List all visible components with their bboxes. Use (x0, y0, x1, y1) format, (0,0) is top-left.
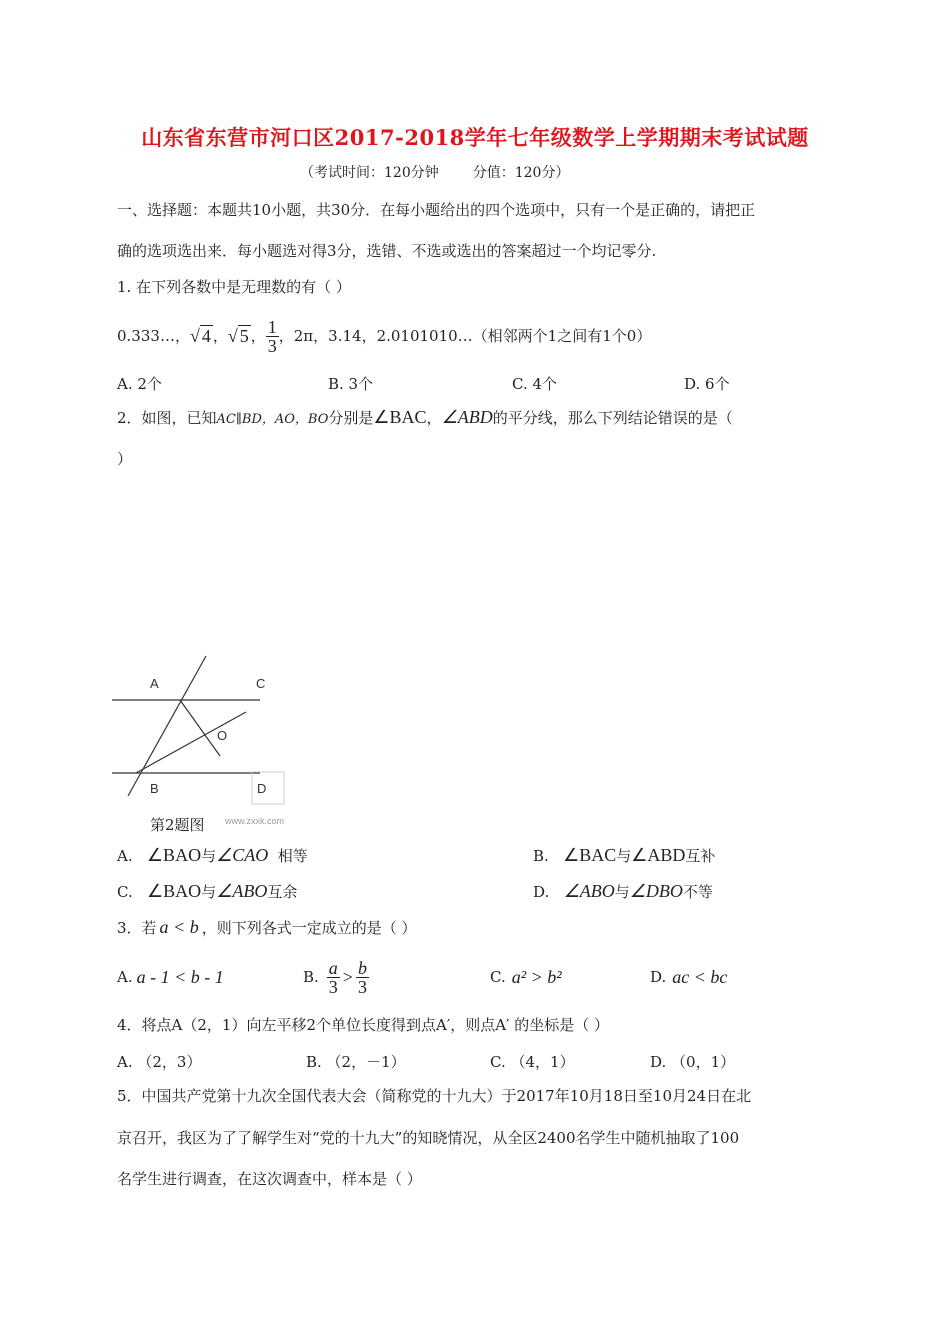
q1-option-a: A. 2个 (117, 375, 162, 393)
q3-stem: 3．若 a < b ，则下列各式一定成立的是（ ） (117, 917, 417, 937)
q4-option-c: C. （4，1） (490, 1053, 575, 1071)
label-d: D (257, 781, 267, 796)
line-ao (180, 700, 220, 756)
exam-score: 分值：120分） (472, 165, 570, 181)
q1-option-c: C. 4个 (512, 375, 558, 393)
q2-stem-end: ） (117, 450, 133, 468)
label-b: B (150, 781, 159, 796)
q2-stem: 2．如图，已知AC∥BD，AO，BO分别是∠BAC，∠ABD的平分线，那么下列结论错误的是（ (117, 407, 733, 427)
q1-sqrt-5: √ 5 (227, 326, 249, 346)
q5-stem-line1: 5．中国共产党第十九次全国代表大会（简称党的十九大）于2017年10月18日至10月24日在北 (117, 1087, 752, 1105)
q1-sqrt-4: √ 4 (189, 326, 211, 346)
q3-option-d: D. ac < bc (650, 967, 728, 987)
q1-sep: ， (212, 327, 228, 345)
q1-numbers (117, 314, 651, 358)
q2-option-d: D. ∠ABO与∠DBO不等 (533, 881, 713, 901)
q3-option-a: A. a - 1 < b - 1 (117, 967, 224, 987)
q4-option-b: B. （2，－1） (306, 1053, 406, 1071)
q4-option-d: D. （0，1） (650, 1053, 736, 1071)
q2-figure-caption: 第2题图 (150, 816, 205, 834)
q3-option-c: C. a² > b² (490, 967, 562, 987)
label-a: A (150, 676, 159, 691)
q1-rest: ，2π，3.14，2.0101010…（相邻两个1之间有1个0） (278, 327, 652, 345)
line-bo (136, 712, 246, 773)
q1-stem: 1. 在下列各数中是无理数的有（ ） (117, 278, 351, 296)
watermark: www.zxxk.com (225, 816, 285, 826)
label-o: O (217, 728, 228, 743)
label-c: C (256, 676, 266, 691)
q2-option-c: C. ∠BAO与∠ABO互余 (117, 881, 298, 901)
section-instructions-line2: 确的选项选出来．每小题选对得3分，选错、不选或选出的答案超过一个均记零分. (117, 242, 657, 260)
q4-option-a: A. （2，3） (117, 1053, 202, 1071)
q3-option-b: B. $\frac{a}{3}$ > $\frac{b}{3}$ (303, 957, 367, 997)
q1-option-b: B. 3个 (328, 375, 374, 393)
q5-stem-line2: 京召开，我区为了了解学生对“党的十九大”的知晓情况，从全区2400名学生中随机抽取了100 (117, 1129, 740, 1147)
q4-stem: 4．将点A（2，1）向左平移2个单位长度得到点A′，则点A′ 的坐标是（ ） (117, 1016, 610, 1034)
line-ab (128, 656, 206, 796)
q1-number-repeating: 0.333…， (117, 327, 190, 345)
q1-sep: ， (250, 327, 266, 345)
q2-figure (110, 650, 300, 840)
q1-fraction: $\frac{1}{3}$ (267, 316, 277, 356)
exam-info (300, 162, 569, 182)
q5-stem-line3: 名学生进行调查，在这次调查中，样本是（ ） (117, 1170, 422, 1188)
q1-option-d: D. 6个 (684, 375, 730, 393)
page-title: 山东省东营市河口区2017-2018学年七年级数学上学期期末考试试题 (141, 125, 809, 150)
q2-option-b: B. ∠BAC与∠ABD互补 (533, 845, 716, 865)
q2-option-a: A. ∠BAO与∠CAO 相等 (117, 845, 308, 865)
exam-time: （考试时间：120分钟 (300, 165, 439, 181)
section-instructions-line1: 一、选择题：本题共10小题，共30分．在每小题给出的四个选项中，只有一个是正确的，请把正 (117, 201, 756, 219)
